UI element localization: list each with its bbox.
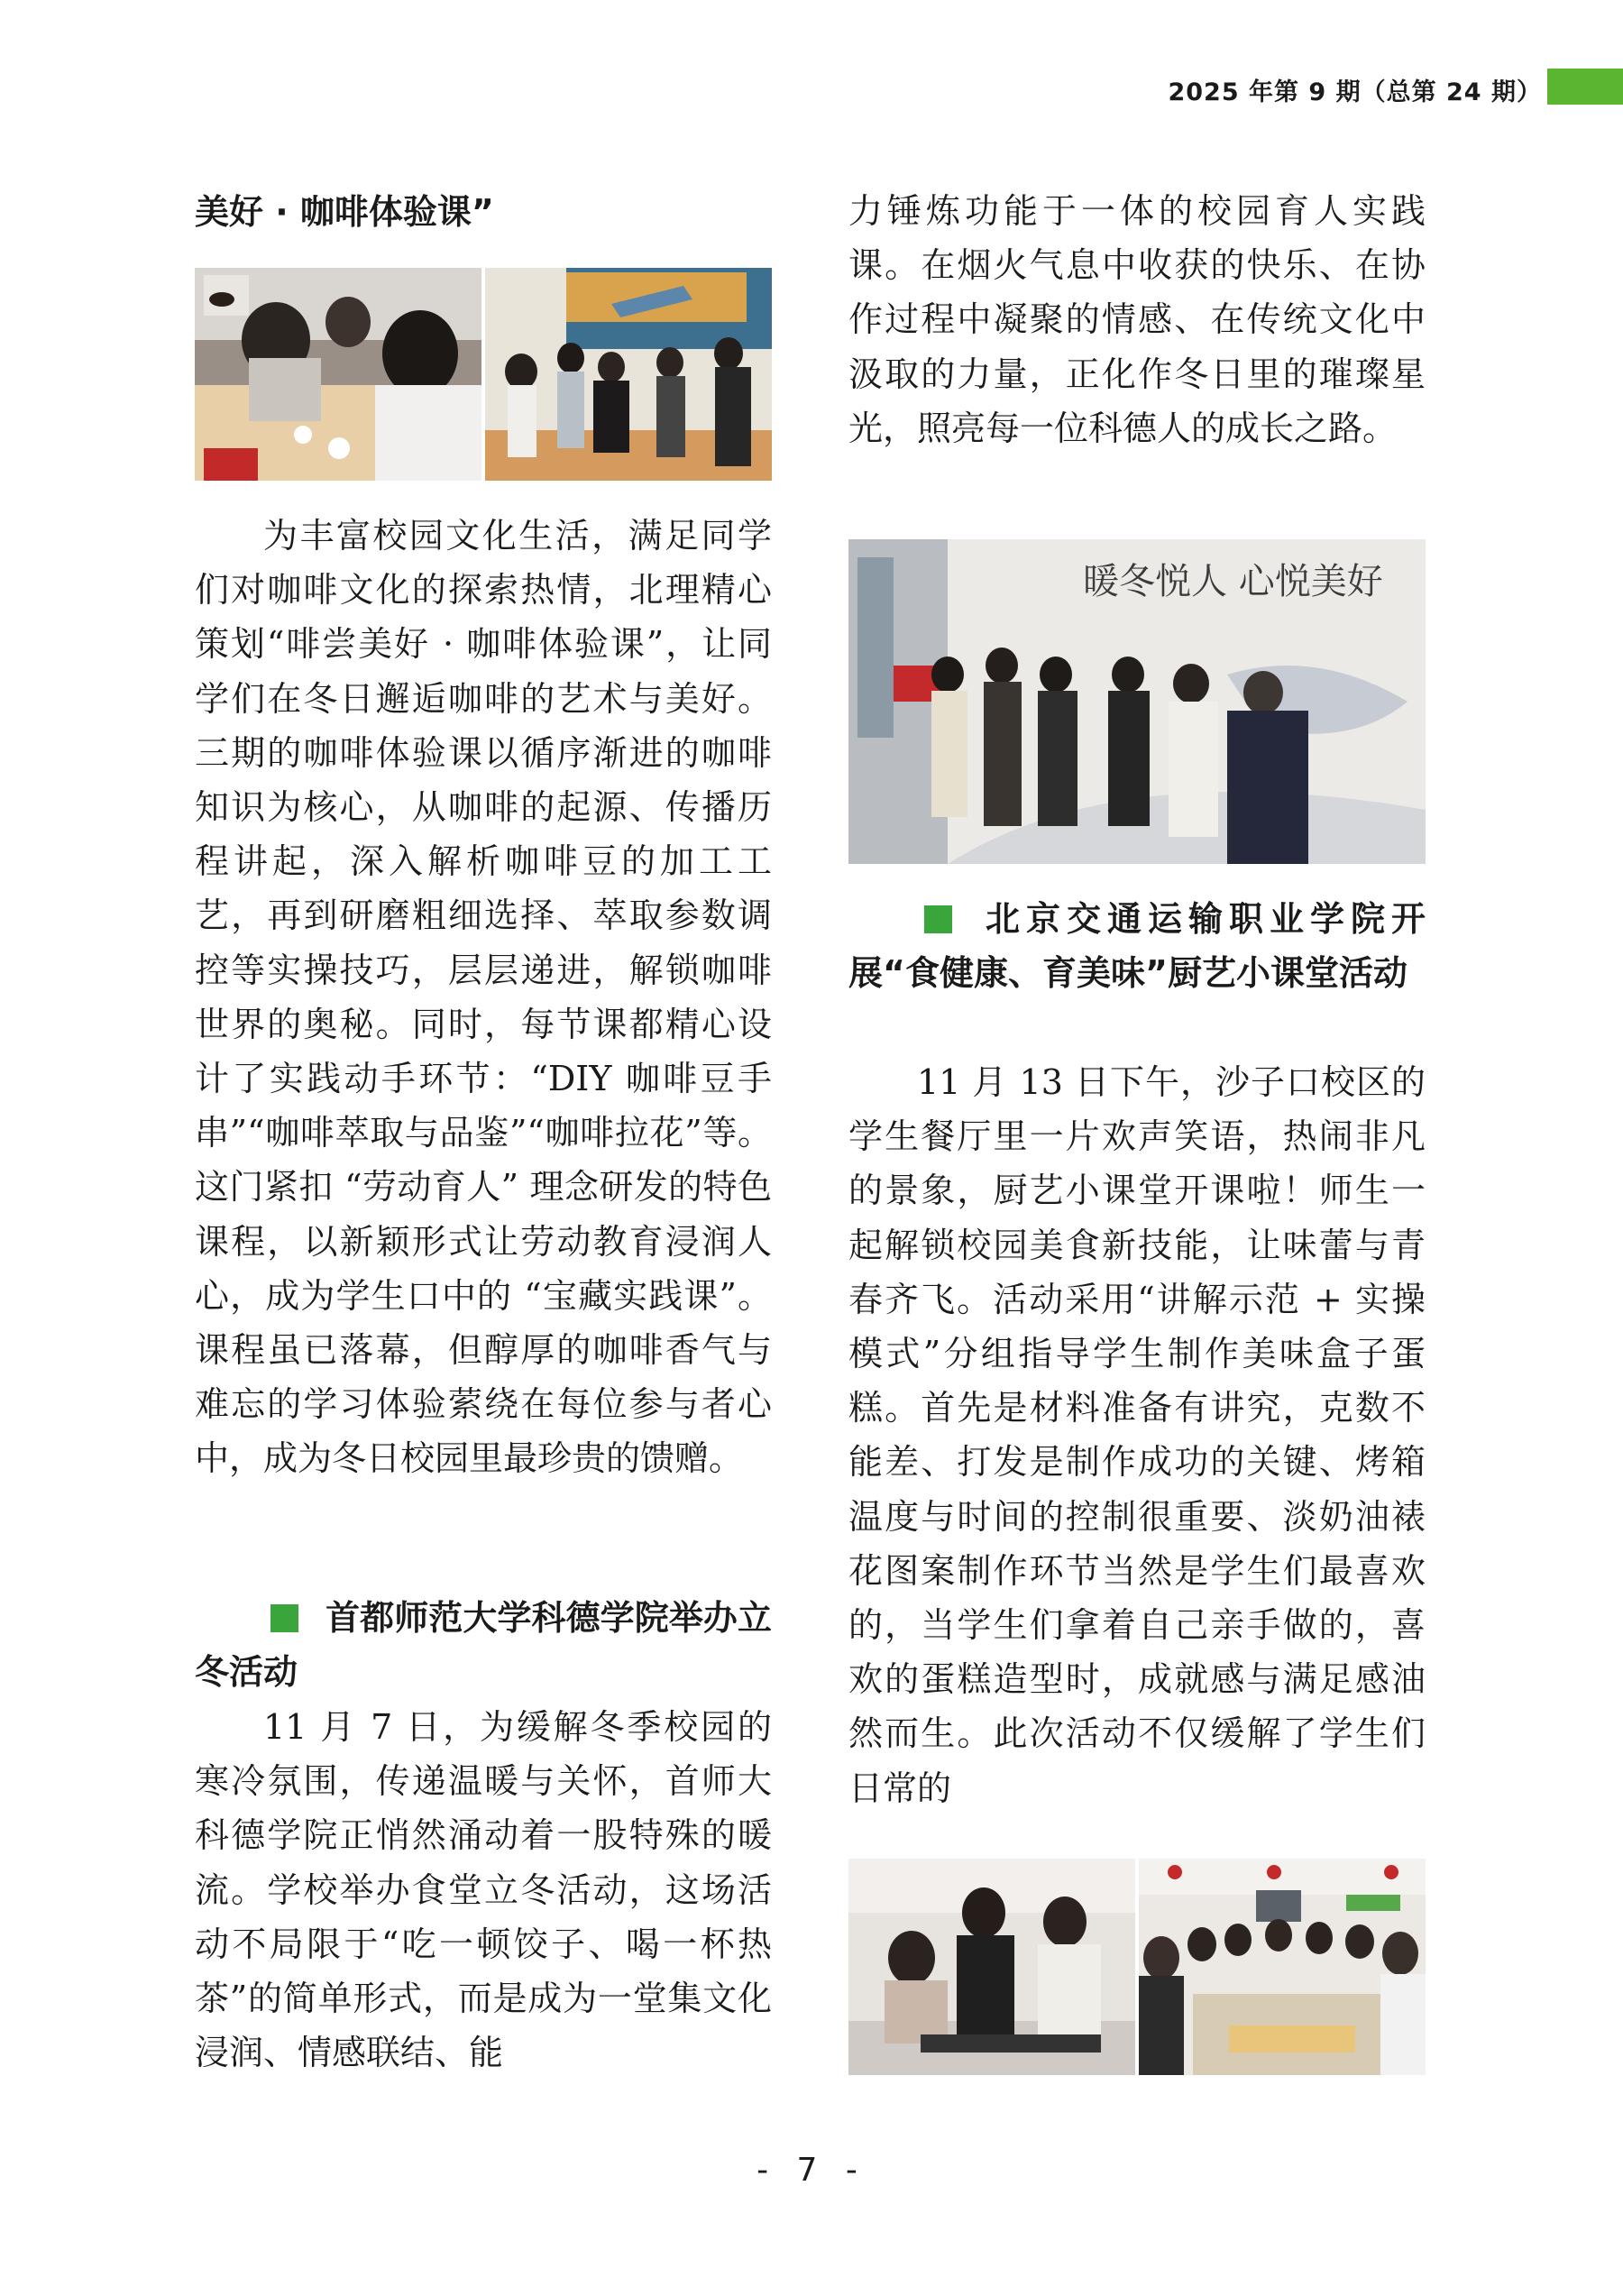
article-title-tail: 美好 · 咖啡体验课”	[195, 192, 494, 232]
paragraph-winter-solstice: 11 月 7 日，为缓解冬季校园的寒冷氛围，传递温暖与关怀，首师大科德学院正悄然涌动着一股特殊的暖流。学校举办食堂立冬活动，这场活动不局限于“吃一顿饺子、喝一杯热茶”的简单形式，而是成为一堂集文化浸润、情感联结、能	[195, 1707, 772, 2073]
header-accent-bar	[1547, 69, 1623, 105]
photo-coffee-class-1	[195, 268, 481, 481]
banner-calligraphy: 暖冬悦人 心悦美好	[1083, 561, 1383, 602]
heading-square-icon	[924, 905, 952, 933]
photo-coffee-class-2	[485, 268, 772, 481]
paragraph-coffee-class: 为丰富校园文化生活，满足同学们对咖啡文化的探索热情，北理精心策划“啡尝美好 · 咖啡体验课”，让同学们在冬日邂逅咖啡的艺术与美好。三期的咖啡体验课以循序渐进的咖啡知识为核心，从咖啡的起源、传播历程讲起，深入解析咖啡豆的加工工艺，再到研磨粗细选择、萃取参数调控等实操技巧，层层递进，解锁咖啡世界的奥秘。同时，每节课都精心设计了实践动手环节：“DIY 咖啡豆手串”“咖啡萃取与品鉴”“咖啡拉花”等。这门紧扣 “劳动育人” 理念研发的特色课程，以新颖形式让劳动教育浸润人心，成为学生口中的 “宝藏实践课”。课程虽已落幕，但醇厚的咖啡香气与难忘的学习体验萦绕在每位参与者心中，成为冬日校园里最珍贵的馈赠。	[195, 516, 772, 1479]
section-heading-beijing-transport: 北京交通运输职业学院开展“食健康、育美味”厨艺小课堂活动	[848, 899, 1426, 994]
paragraph-continuation: 力锤炼功能于一体的校园育人实践课。在烟火气息中收获的快乐、在协作过程中凝聚的情感、在传统文化中汲取的力量，正化作冬日里的璀璨星光，照亮每一位科德人的成长之路。	[848, 191, 1426, 448]
photo-cooking-class-2	[1139, 1859, 1426, 2075]
heading-square-icon	[270, 1604, 298, 1632]
paragraph-cooking-class: 11 月 13 日下午，沙子口校区的学生餐厅里一片欢声笑语，热闹非凡的景象，厨艺小课堂开课啦！师生一起解锁校园美食新技能，让味蕾与青春齐飞。活动采用“讲解示范 + 实操模式”分组指导学生制作美味盒子蛋糕。首先是材料准备有讲究，克数不能差、打发是制作成功的关键、烤箱温度与时间的控制很重要、淡奶油裱花图案制作环节当然是学生们最喜欢的，当学生们拿着自己亲手做的，喜欢的蛋糕造型时，成就感与满足感油然而生。此次活动不仅缓解了学生们日常的	[848, 1062, 1426, 1808]
page-number: - 7 -	[756, 2152, 867, 2189]
photo-cooking-class-1	[848, 1859, 1135, 2075]
section-heading-capital-normal: 首都师范大学科德学院举办立冬活动	[195, 1598, 772, 1693]
issue-label: 2025 年第 9 期（总第 24 期）	[1168, 78, 1542, 106]
photo-winter-event	[848, 539, 1426, 864]
